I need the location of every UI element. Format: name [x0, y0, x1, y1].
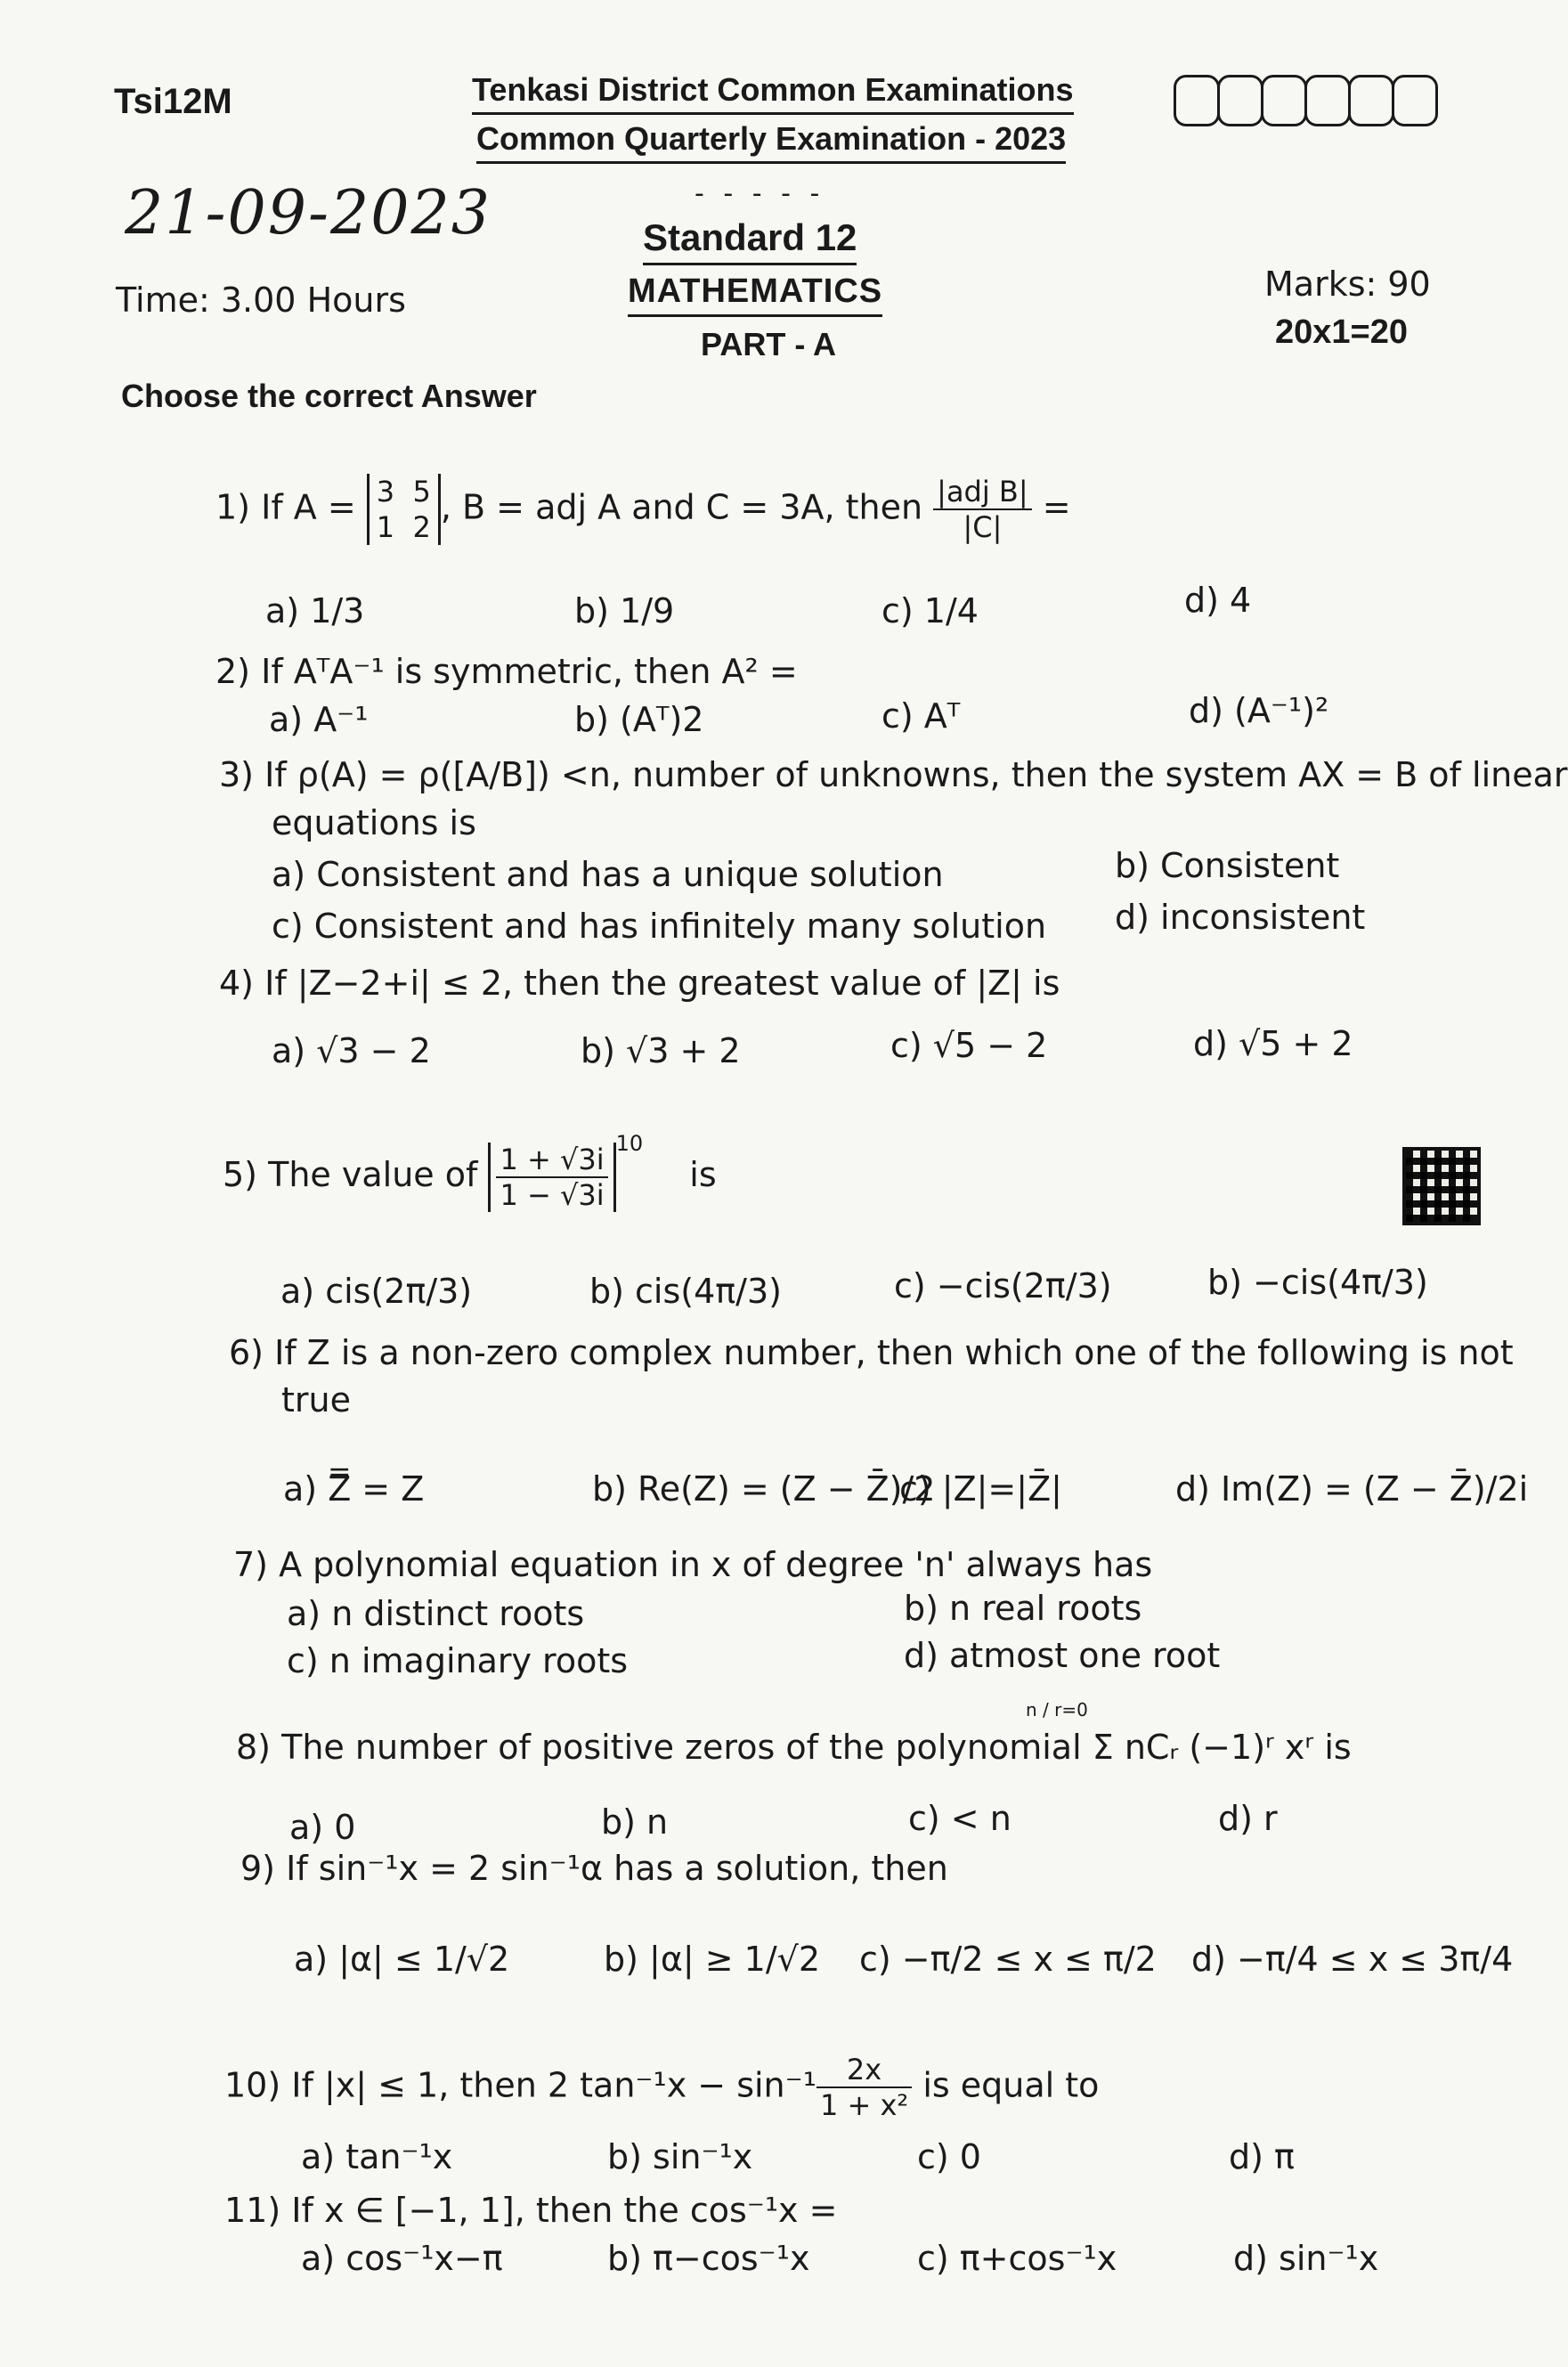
q11-option-a: a) cos⁻¹x−π — [301, 2239, 503, 2278]
part-label: PART - A — [701, 326, 836, 362]
instruction: Choose the correct Answer — [121, 378, 537, 414]
marks-scheme: 20x1=20 — [1275, 313, 1408, 351]
q3-option-d: d) inconsistent — [1115, 898, 1366, 937]
q11-option-b: b) π−cos⁻¹x — [607, 2239, 810, 2278]
q7-option-a: a) n distinct roots — [287, 1594, 585, 1633]
q7-option-b: b) n real roots — [904, 1589, 1142, 1628]
paper-code: Tsi12M — [114, 82, 232, 121]
question-4: 4) If |Z−2+i| ≤ 2, then the greatest value of |Z| is — [219, 964, 1060, 1003]
q4-option-d: d) √5 + 2 — [1193, 1024, 1353, 1063]
question-3-cont: equations is — [272, 803, 476, 842]
q5-option-d: b) −cis(4π/3) — [1207, 1263, 1428, 1302]
question-10: 10) If |x| ≤ 1, then 2 tan⁻¹x − sin⁻¹ $\frac{2x}{\text{1 + x²}}$ is equal to — [224, 2053, 1100, 2122]
time-label: Time: 3.00 Hours — [116, 281, 406, 320]
q1-option-b: b) 1/9 — [574, 591, 675, 630]
question-2: 2) If AᵀA⁻¹ is symmetric, then A² = — [215, 652, 798, 691]
question-6-cont: true — [281, 1380, 351, 1419]
q9-option-b: b) |α| ≥ 1/√2 — [604, 1940, 821, 1979]
q9-option-d: d) −π/4 ≤ x ≤ 3π/4 — [1191, 1940, 1514, 1979]
q8-option-d: d) r — [1218, 1799, 1278, 1838]
q1-option-c: c) 1/4 — [881, 591, 979, 630]
register-number-boxes — [1174, 75, 1435, 126]
qr-code — [1402, 1147, 1481, 1225]
exam-title-line-1: Tenkasi District Common Examinations — [472, 71, 1074, 115]
q8-option-c: c) < n — [908, 1799, 1011, 1838]
q1-option-d: d) 4 — [1184, 581, 1252, 620]
question-3: 3) If ρ(A) = ρ([A/B]) <n, number of unknowns, then the system AX = B of linear — [219, 755, 1568, 794]
subject-label: MATHEMATICS — [628, 272, 882, 317]
standard-label: Standard 12 — [643, 216, 857, 265]
q2-option-d: d) (A⁻¹)² — [1189, 691, 1329, 730]
q6-option-b: b) Re(Z) = (Z − Z̄)/2 — [592, 1469, 936, 1509]
q1-option-a: a) 1/3 — [265, 591, 365, 630]
q3-option-c: c) Consistent and has infinitely many solution — [272, 907, 1047, 946]
question-11: 11) If x ∈ [−1, 1], then the cos⁻¹x = — [224, 2191, 838, 2230]
q6-option-d: d) Im(Z) = (Z − Z̄)/2i — [1175, 1469, 1529, 1509]
q9-option-c: c) −π/2 ≤ x ≤ π/2 — [859, 1940, 1157, 1979]
q3-option-b: b) Consistent — [1115, 846, 1340, 885]
question-9: 9) If sin⁻¹x = 2 sin⁻¹α has a solution, then — [240, 1849, 948, 1888]
q5-option-a: a) cis(2π/3) — [280, 1272, 473, 1311]
q6-option-a: a) Z̿ = Z — [283, 1469, 425, 1509]
dashes: - - - - - — [695, 178, 825, 209]
question-8: 8) The number of positive zeros of the polynomial Σ nCᵣ (−1)ʳ xʳ is — [236, 1728, 1352, 1767]
q7-option-c: c) n imaginary roots — [287, 1641, 629, 1680]
q10-option-b: b) sin⁻¹x — [607, 2137, 753, 2176]
question-7: 7) A polynomial equation in x of degree 'n' always has — [233, 1545, 1153, 1584]
marks-label: Marks: 90 — [1264, 264, 1431, 304]
q2-option-b: b) (Aᵀ)2 — [574, 700, 704, 739]
q8-option-b: b) n — [601, 1802, 669, 1842]
question-5: 5) The value of $\frac{1 + √3i}{1 - √3i}$ $^{10}$ is — [223, 1131, 717, 1212]
question-1: 1) If A = 3 5 1 2, B = adj A and C = 3A, then $\frac{\text{|adj B|}}{|C|}$ = — [215, 475, 1071, 544]
q11-option-c: c) π+cos⁻¹x — [917, 2239, 1117, 2278]
q5-option-b: b) cis(4π/3) — [589, 1272, 782, 1311]
q10-option-c: c) 0 — [917, 2137, 981, 2176]
q4-option-a: a) √3 − 2 — [272, 1031, 431, 1070]
q6-option-c: c) |Z|=|Z̄| — [899, 1469, 1062, 1509]
question-6: 6) If Z is a non-zero complex number, then which one of the following is not — [229, 1333, 1514, 1372]
q7-option-d: d) atmost one root — [904, 1636, 1221, 1675]
q5-option-c: c) −cis(2π/3) — [894, 1266, 1112, 1306]
q10-option-a: a) tan⁻¹x — [301, 2137, 453, 2176]
q9-option-a: a) |α| ≤ 1/√2 — [294, 1940, 510, 1979]
q10-option-d: d) π — [1229, 2137, 1295, 2176]
q3-option-a: a) Consistent and has a unique solution — [272, 855, 944, 894]
q2-option-a: a) A⁻¹ — [269, 700, 369, 739]
q8-sum-limits: n / r=0 — [1026, 1699, 1088, 1720]
q4-option-b: b) √3 + 2 — [581, 1031, 741, 1070]
q2-option-c: c) Aᵀ — [881, 696, 961, 736]
q11-option-d: d) sin⁻¹x — [1233, 2239, 1379, 2278]
exam-title-line-2: Common Quarterly Examination - 2023 — [476, 120, 1066, 164]
q8-option-a: a) 0 — [289, 1808, 356, 1847]
q4-option-c: c) √5 − 2 — [890, 1026, 1048, 1065]
handwritten-date: 21-09-2023 — [125, 178, 492, 248]
